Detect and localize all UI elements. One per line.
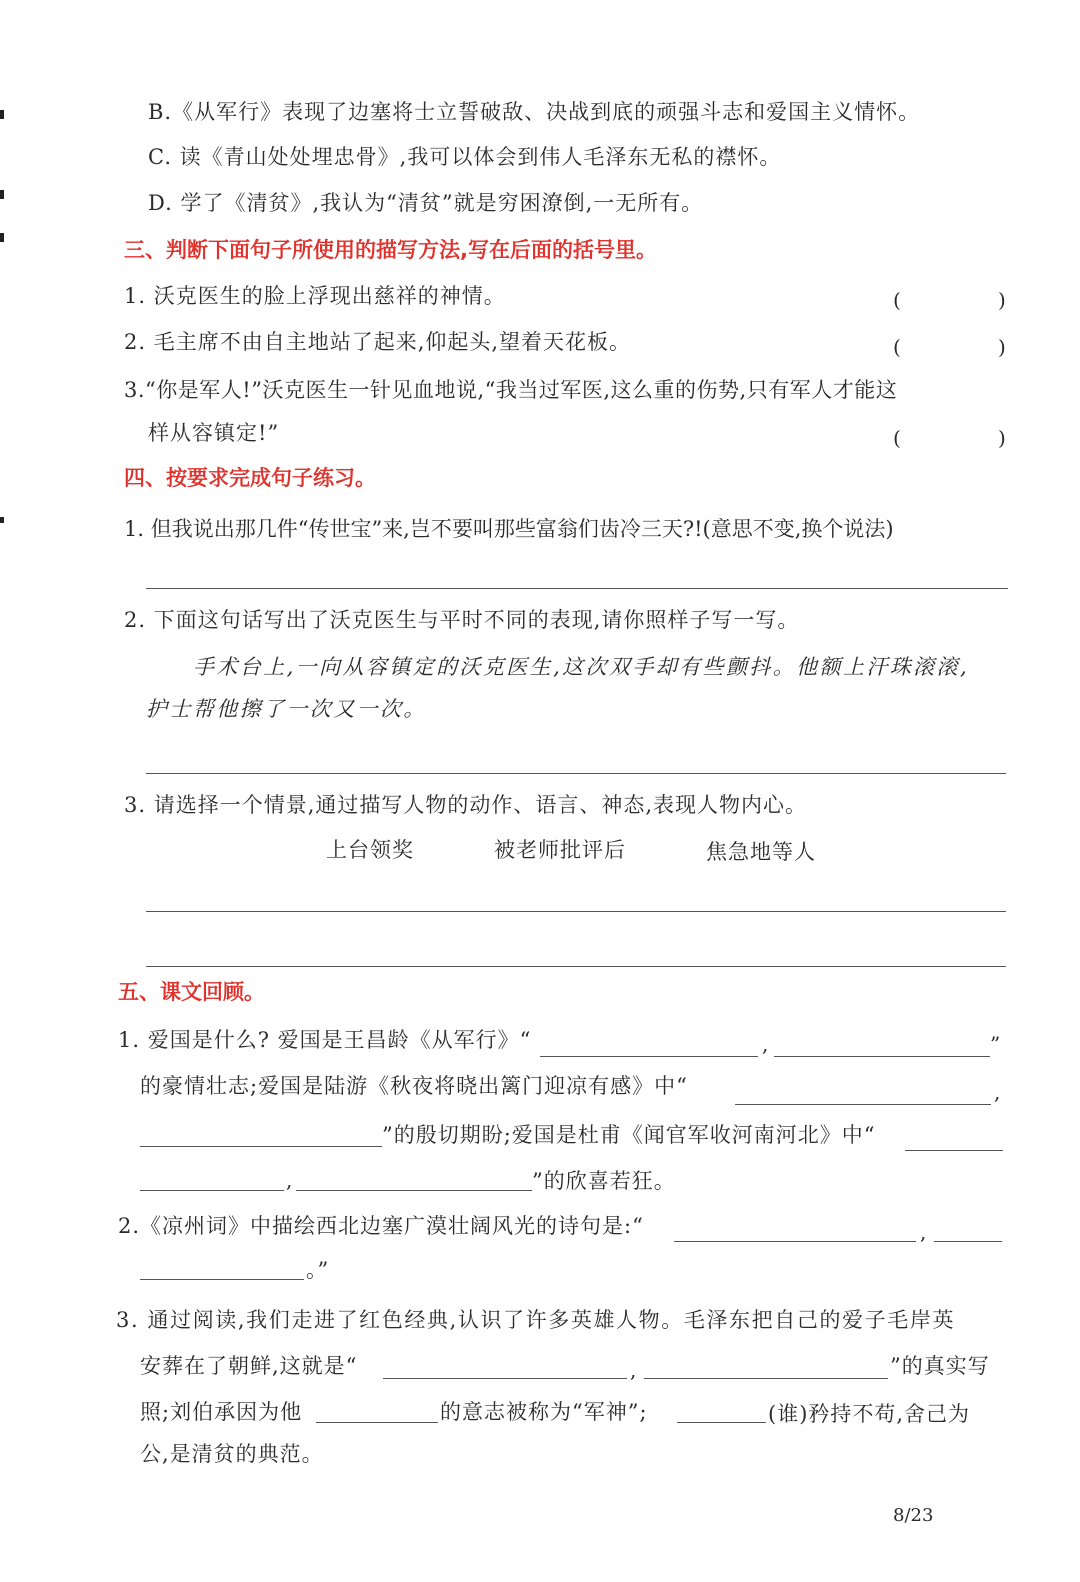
option-b: B.《从军行》表现了边塞将士立誓破敌、决战到底的顽强斗志和爱国主义情怀。: [148, 100, 921, 124]
comma: ,: [630, 1358, 637, 1382]
s5-question-2-end: 。”: [306, 1258, 330, 1282]
example-sentence-line1: 手术台上,一向从容镇定的沃克医生,这次双手却有些颤抖。他额上汗珠滚滚,: [193, 655, 970, 679]
s3-question-2: 2. 毛主席不由自主地站了起来,仰起头,望着天花板。: [124, 330, 632, 354]
s3-question-3-line2: 样从容镇定!”: [148, 421, 280, 445]
option-d: D. 学了《清贫》,我认为“清贫”就是穷困潦倒,一无所有。: [148, 191, 704, 215]
s3-question-1: 1. 沃克医生的脸上浮现出慈祥的神情。: [124, 284, 506, 308]
close-quote: ”: [990, 1032, 1001, 1056]
answer-paren-open: (: [893, 288, 901, 312]
blank[interactable]: [644, 1378, 888, 1379]
comma: ,: [762, 1032, 769, 1056]
s4-question-1: 1. 但我说出那几件“传世宝”来,岂不要叫那些富翁们齿冷三天?!(意思不变,换个说法): [124, 517, 894, 541]
s5-question-3-line1: 3. 通过阅读,我们走进了红色经典,认识了许多英雄人物。毛泽东把自己的爱子毛岸英: [116, 1308, 956, 1332]
s5-question-1c: ”的殷切期盼;爱国是杜甫《闻官军收河南河北》中“: [382, 1123, 876, 1147]
answer-line[interactable]: [146, 911, 1006, 912]
answer-paren-open: (: [893, 335, 901, 359]
answer-line[interactable]: [146, 773, 1006, 774]
margin-mark: [0, 190, 4, 199]
blank[interactable]: [540, 1056, 758, 1057]
s4-question-2: 2. 下面这句话写出了沃克医生与平时不同的表现,请你照样子写一写。: [124, 608, 800, 632]
margin-mark: [0, 233, 4, 242]
example-sentence-line2: 护士帮他擦了一次又一次。: [146, 697, 427, 721]
s3-question-3-line1: 3.“你是军人!”沃克医生一针见血地说,“我当过军医,这么重的伤势,只有军人才能这: [124, 378, 898, 402]
answer-line[interactable]: [146, 966, 1006, 967]
s5-question-1d: ”的欣喜若狂。: [532, 1169, 676, 1193]
s5-question-2a: 2.《凉州词》中描绘西北边塞广漠壮阔风光的诗句是:“: [118, 1214, 644, 1238]
answer-paren-close: ): [998, 288, 1006, 312]
blank[interactable]: [140, 1146, 382, 1147]
answer-paren-open: (: [893, 426, 901, 450]
s5-question-3-last: 公,是清贫的典范。: [140, 1442, 324, 1466]
scene-option: 被老师批评后: [494, 838, 626, 862]
blank[interactable]: [296, 1190, 532, 1191]
scene-option: 上台领奖: [326, 838, 414, 862]
s5-question-3c: 照;刘伯承因为他: [140, 1400, 303, 1424]
page-number: 8/23: [893, 1505, 934, 1526]
answer-paren-close: ): [998, 426, 1006, 450]
blank[interactable]: [140, 1279, 304, 1280]
blank[interactable]: [934, 1241, 1002, 1242]
blank[interactable]: [905, 1150, 1003, 1151]
blank[interactable]: [140, 1190, 284, 1191]
comma: ,: [920, 1220, 927, 1244]
margin-mark: [0, 517, 4, 523]
answer-line[interactable]: [146, 588, 1008, 589]
s5-question-3d: 的意志被称为“军神”;: [440, 1400, 648, 1424]
blank[interactable]: [774, 1056, 990, 1057]
option-c: C. 读《青山处处埋忠骨》,我可以体会到伟人毛泽东无私的襟怀。: [148, 145, 782, 169]
s5-question-1b: 的豪情壮志;爱国是陆游《秋夜将晓出篱门迎凉有感》中“: [140, 1074, 688, 1098]
s5-question-3e: (谁)矜持不苟,舍己为: [768, 1402, 971, 1426]
blank[interactable]: [383, 1378, 627, 1379]
blank[interactable]: [316, 1422, 438, 1423]
answer-paren-close: ): [998, 335, 1006, 359]
comma: ,: [994, 1080, 1001, 1104]
s5-question-1a: 1. 爱国是什么? 爱国是王昌龄《从军行》“: [118, 1028, 532, 1052]
blank[interactable]: [735, 1104, 991, 1105]
s5-question-3a: 安葬在了朝鲜,这就是“: [140, 1354, 358, 1378]
s5-question-3b: ”的真实写: [890, 1354, 990, 1378]
s4-question-3: 3. 请选择一个情景,通过描写人物的动作、语言、神态,表现人物内心。: [124, 793, 808, 817]
margin-mark: [0, 110, 4, 119]
comma: ,: [286, 1168, 293, 1192]
section5-heading: 五、课文回顾。: [118, 980, 265, 1004]
blank[interactable]: [674, 1241, 916, 1242]
scene-option: 焦急地等人: [706, 840, 816, 864]
section4-heading: 四、按要求完成句子练习。: [124, 466, 376, 490]
section3-heading: 三、判断下面句子所使用的描写方法,写在后面的括号里。: [124, 238, 657, 262]
blank[interactable]: [677, 1422, 766, 1423]
